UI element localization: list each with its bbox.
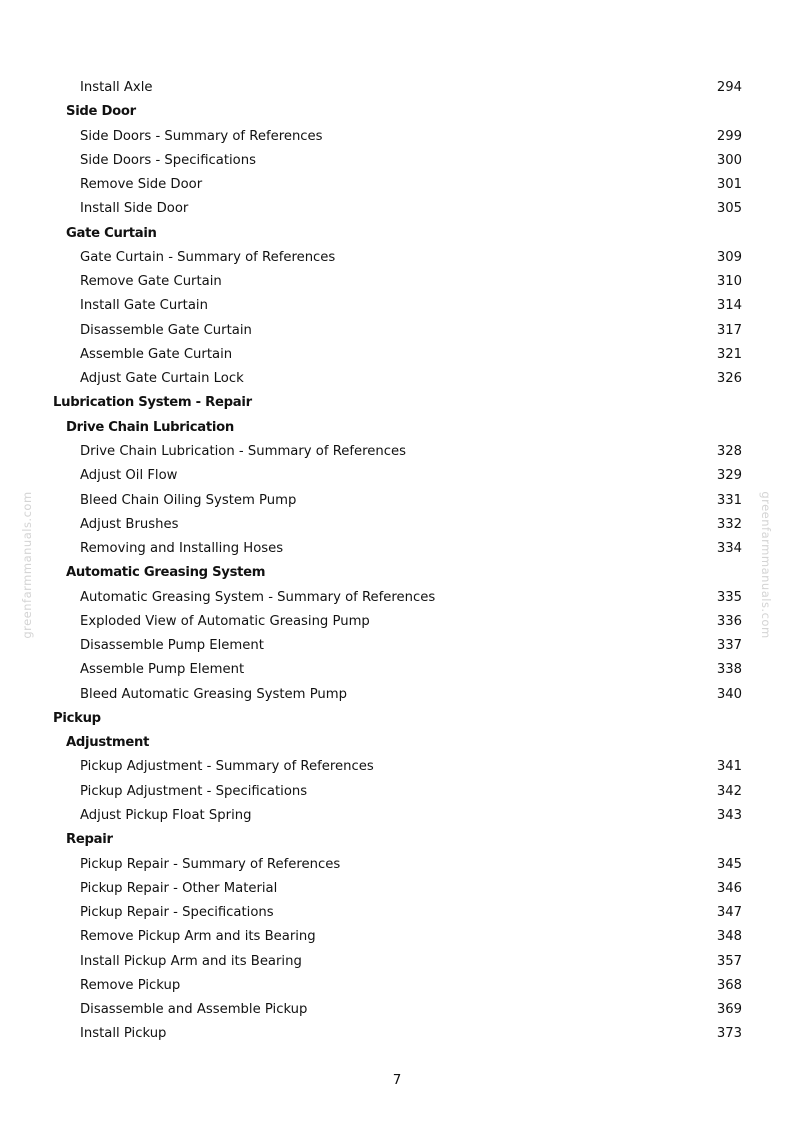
toc-entry-page: 343 xyxy=(716,807,742,823)
toc-entry[interactable] xyxy=(0,537,794,561)
toc-entry-page: 348 xyxy=(716,929,742,945)
toc-entry[interactable] xyxy=(0,125,794,149)
page-number: 7 xyxy=(392,1072,402,1088)
toc-entry-title: Pickup Adjustment - Summary of References xyxy=(80,759,374,775)
toc-entry-title: Assemble Gate Curtain xyxy=(80,346,233,362)
toc-entry-title: Disassemble Gate Curtain xyxy=(80,322,252,338)
toc-entry[interactable] xyxy=(0,367,794,391)
toc-section-title: Adjustment xyxy=(66,735,150,751)
toc-entry-page: 341 xyxy=(716,759,742,775)
table-of-contents xyxy=(0,76,794,1047)
toc-entry-title: Install Gate Curtain xyxy=(80,298,208,314)
toc-chapter-heading[interactable] xyxy=(0,391,794,415)
toc-entry-title: Adjust Gate Curtain Lock xyxy=(80,371,244,387)
toc-entry[interactable] xyxy=(0,513,794,537)
toc-entry[interactable] xyxy=(0,683,794,707)
watermark-left: greenfarmmanuals.com xyxy=(20,491,34,639)
toc-entry-page: 346 xyxy=(716,880,742,896)
toc-entry-page: 373 xyxy=(716,1026,742,1042)
toc-section-heading[interactable] xyxy=(0,828,794,852)
toc-entry-page: 342 xyxy=(716,783,742,799)
toc-entry-title: Side Doors - Specifications xyxy=(80,152,256,168)
toc-entry-title: Automatic Greasing System - Summary of References xyxy=(80,589,436,605)
toc-entry-page: 345 xyxy=(716,856,742,872)
toc-section-heading[interactable] xyxy=(0,731,794,755)
toc-entry[interactable] xyxy=(0,804,794,828)
toc-entry-title: Drive Chain Lubrication - Summary of References xyxy=(80,443,406,459)
toc-entry-title: Exploded View of Automatic Greasing Pump xyxy=(80,613,370,629)
toc-entry-page: 347 xyxy=(716,905,742,921)
toc-chapter-title: Pickup xyxy=(53,710,101,726)
toc-entry[interactable] xyxy=(0,464,794,488)
toc-entry-title: Adjust Oil Flow xyxy=(80,468,178,484)
toc-entry[interactable] xyxy=(0,658,794,682)
toc-section-title: Gate Curtain xyxy=(66,225,157,241)
toc-entry-page: 329 xyxy=(716,468,742,484)
toc-entry[interactable] xyxy=(0,294,794,318)
toc-entry-title: Adjust Pickup Float Spring xyxy=(80,807,252,823)
toc-entry-page: 314 xyxy=(716,298,742,314)
toc-section-heading[interactable] xyxy=(0,561,794,585)
toc-entry[interactable] xyxy=(0,998,794,1022)
toc-entry-page: 300 xyxy=(716,152,742,168)
toc-entry-title: Install Axle xyxy=(80,80,153,95)
toc-entry[interactable] xyxy=(0,950,794,974)
toc-entry[interactable] xyxy=(0,76,794,100)
toc-entry-title: Pickup Repair - Specifications xyxy=(80,905,274,921)
toc-entry[interactable] xyxy=(0,925,794,949)
toc-entry-page: 335 xyxy=(716,589,742,605)
toc-entry[interactable] xyxy=(0,853,794,877)
toc-entry-title: Pickup Adjustment - Specifications xyxy=(80,783,308,799)
toc-entry-page: 334 xyxy=(716,541,742,557)
toc-entry[interactable] xyxy=(0,319,794,343)
toc-section-title: Drive Chain Lubrication xyxy=(66,419,234,435)
toc-entry[interactable] xyxy=(0,780,794,804)
toc-entry-page: 305 xyxy=(716,201,742,217)
toc-entry[interactable] xyxy=(0,343,794,367)
toc-entry-title: Bleed Automatic Greasing System Pump xyxy=(80,686,347,702)
toc-entry[interactable] xyxy=(0,1022,794,1046)
toc-entry-title: Remove Side Door xyxy=(80,177,203,193)
toc-entry[interactable] xyxy=(0,246,794,270)
toc-entry[interactable] xyxy=(0,974,794,998)
toc-section-heading[interactable] xyxy=(0,416,794,440)
toc-chapter-heading[interactable] xyxy=(0,707,794,731)
toc-entry-title: Bleed Chain Oiling System Pump xyxy=(80,492,297,508)
toc-entry[interactable] xyxy=(0,877,794,901)
toc-entry[interactable] xyxy=(0,173,794,197)
toc-entry[interactable] xyxy=(0,634,794,658)
toc-entry-title: Install Side Door xyxy=(80,201,189,217)
toc-entry[interactable] xyxy=(0,586,794,610)
toc-entry-title: Install Pickup Arm and its Bearing xyxy=(80,953,302,969)
toc-section-title: Automatic Greasing System xyxy=(66,565,266,581)
toc-entry[interactable] xyxy=(0,610,794,634)
toc-section-title: Side Door xyxy=(66,104,136,120)
toc-entry-page: 309 xyxy=(716,249,742,265)
toc-entry-page: 299 xyxy=(716,128,742,144)
toc-entry[interactable] xyxy=(0,489,794,513)
toc-section-heading[interactable] xyxy=(0,222,794,246)
toc-entry-page: 326 xyxy=(716,371,742,387)
watermark-right: greenfarmmanuals.com xyxy=(759,491,773,639)
toc-entry[interactable] xyxy=(0,197,794,221)
toc-entry-title: Assemble Pump Element xyxy=(80,662,245,678)
toc-entry[interactable] xyxy=(0,901,794,925)
toc-entry-title: Disassemble Pump Element xyxy=(80,638,264,654)
toc-entry-title: Removing and Installing Hoses xyxy=(80,541,284,557)
toc-entry-page: 368 xyxy=(716,977,742,993)
toc-entry[interactable] xyxy=(0,440,794,464)
toc-entry-title: Remove Pickup xyxy=(80,977,181,993)
toc-entry-title: Disassemble and Assemble Pickup xyxy=(80,1002,308,1018)
toc-entry-title: Gate Curtain - Summary of References xyxy=(80,249,336,265)
toc-entry-page: 338 xyxy=(716,662,742,678)
toc-entry-page: 321 xyxy=(716,346,742,362)
toc-entry-title: Adjust Brushes xyxy=(80,516,179,532)
toc-entry-page: 328 xyxy=(716,443,742,459)
toc-chapter-title: Lubrication System - Repair xyxy=(53,395,252,411)
toc-entry-title: Pickup Repair - Summary of References xyxy=(80,856,341,872)
toc-entry-title: Install Pickup xyxy=(80,1026,167,1042)
toc-entry-title: Remove Gate Curtain xyxy=(80,274,222,290)
toc-entry-page: 310 xyxy=(716,274,742,290)
toc-entry-title: Pickup Repair - Other Material xyxy=(80,880,278,896)
toc-entry-title: Side Doors - Summary of References xyxy=(80,128,323,144)
toc-entry-page: 317 xyxy=(716,322,742,338)
toc-entry-page: 301 xyxy=(716,177,742,193)
toc-entry[interactable] xyxy=(0,270,794,294)
toc-entry-title: Remove Pickup Arm and its Bearing xyxy=(80,929,316,945)
toc-entry-page: 331 xyxy=(716,492,742,508)
toc-entry-page: 369 xyxy=(716,1002,742,1018)
toc-entry[interactable] xyxy=(0,755,794,779)
toc-entry[interactable] xyxy=(0,149,794,173)
toc-entry-page: 340 xyxy=(716,686,742,702)
toc-entry-page: 336 xyxy=(716,613,742,629)
toc-section-heading[interactable] xyxy=(0,100,794,124)
toc-entry-page: 294 xyxy=(716,80,742,95)
toc-entry-page: 332 xyxy=(716,516,742,532)
toc-entry-page: 357 xyxy=(716,953,742,969)
toc-entry-page: 337 xyxy=(716,638,742,654)
toc-section-title: Repair xyxy=(66,832,113,848)
